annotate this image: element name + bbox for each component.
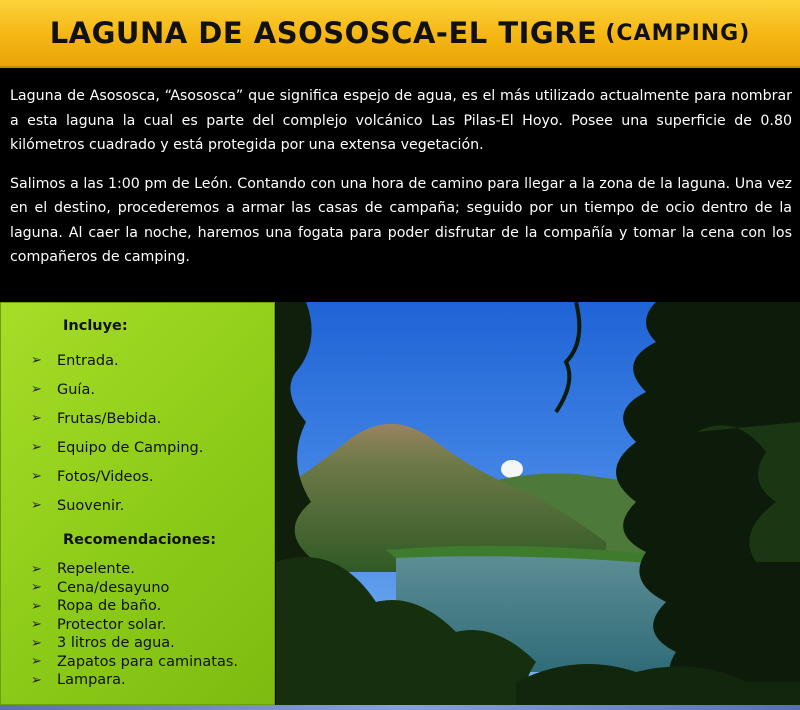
list-item-label: Zapatos para caminatas. — [57, 653, 238, 670]
description-paragraph-1: Laguna de Asososca, “Asososca” que significa espejo de agua, es el más utilizado actualmente para nombrar a esta laguna la cual es parte del complejo volcánico Las Pilas-El Hoyo. Posee una superficie de 0.80 kilómetros cuadrado y está protegida por una extensa vegetación. — [10, 88, 792, 153]
title-banner — [0, 0, 800, 68]
list-item — [1, 579, 274, 598]
list-item-label: Cena/desayuno — [57, 579, 170, 596]
info-panel — [0, 302, 275, 705]
page-title: LAGUNA DE ASOSOSCA-EL TIGRE — [49, 16, 598, 50]
list-item-label: Fotos/Videos. — [57, 468, 154, 485]
description-paragraph-2: Salimos a las 1:00 pm de León. Contando con una hora de camino para llegar a la zona de la laguna. Una vez en el destino, procederemos a armar las casas de campaña; seguido por un tiempo de ocio dentro de la laguna. Al caer la noche, haremos una fogata para poder disfrutar de la compañía y tomar la cena con los compañeros de camping. — [10, 175, 792, 265]
list-item-label: Guía. — [57, 381, 95, 398]
list-item-label: Suovenir. — [57, 497, 125, 514]
arrow-bullet-icon: ➢ — [31, 561, 42, 577]
list-item — [1, 462, 274, 491]
recommendations-heading: Recomendaciones: — [63, 532, 217, 548]
arrow-bullet-icon: ➢ — [31, 353, 42, 368]
arrow-bullet-icon: ➢ — [31, 617, 42, 633]
list-item-label: Entrada. — [57, 352, 119, 369]
list-item — [1, 671, 274, 690]
arrow-bullet-icon: ➢ — [31, 635, 42, 651]
arrow-bullet-icon: ➢ — [31, 672, 42, 688]
arrow-bullet-icon: ➢ — [31, 411, 42, 426]
list-item — [1, 634, 274, 653]
list-item-label: Protector solar. — [57, 616, 167, 633]
list-item — [1, 597, 274, 616]
lagoon-photo — [276, 302, 800, 705]
includes-heading: Incluye: — [63, 318, 128, 334]
list-item-label: Repelente. — [57, 561, 135, 578]
list-item-label: 3 litros de agua. — [57, 635, 175, 652]
list-item — [1, 346, 274, 375]
list-item-label: Equipo de Camping. — [57, 439, 204, 456]
arrow-bullet-icon: ➢ — [31, 498, 42, 513]
list-item — [1, 560, 274, 579]
list-item-label: Ropa de baño. — [57, 598, 162, 615]
list-item — [1, 404, 274, 433]
list-item — [1, 616, 274, 635]
description-block — [0, 70, 800, 302]
arrow-bullet-icon: ➢ — [31, 382, 42, 397]
recommendations-list — [1, 560, 274, 690]
list-item — [1, 433, 274, 462]
list-item — [1, 653, 274, 672]
includes-list — [1, 346, 274, 520]
bottom-border — [0, 705, 800, 710]
arrow-bullet-icon: ➢ — [31, 654, 42, 670]
list-item — [1, 375, 274, 404]
list-item — [1, 491, 274, 520]
arrow-bullet-icon: ➢ — [31, 598, 42, 614]
list-item-label: Frutas/Bebida. — [57, 410, 162, 427]
arrow-bullet-icon: ➢ — [31, 469, 42, 484]
page-subtitle: (CAMPING) — [605, 20, 751, 46]
arrow-bullet-icon: ➢ — [31, 440, 42, 455]
list-item-label: Lampara. — [57, 672, 126, 689]
arrow-bullet-icon: ➢ — [31, 580, 42, 596]
